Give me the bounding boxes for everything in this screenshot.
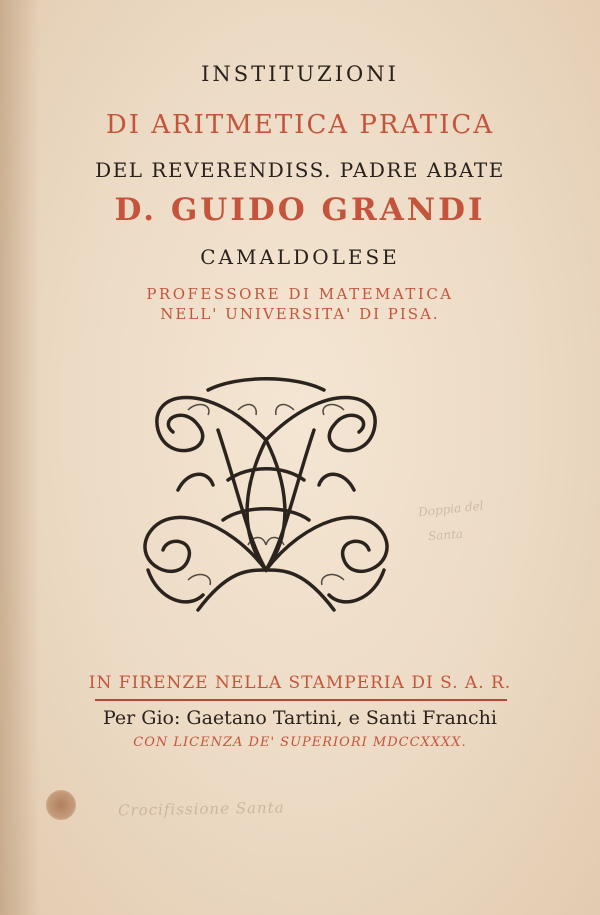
imprint-place: IN FIRENZE NELLA STAMPERIA DI S. A. R. — [88, 673, 512, 693]
author-order: CAMALDOLESE — [200, 245, 400, 269]
title-line-instituzioni: INSTITUZIONI — [201, 62, 399, 86]
title-line-aritmetica: DI ARITMETICA PRATICA — [105, 110, 495, 140]
red-rule-divider — [95, 699, 507, 701]
faint-stamp-inscription: Crocifissione Santa — [117, 798, 285, 820]
imprint-printers: Per Gio: Gaetano Tartini, e Santi Franchi — [103, 707, 497, 729]
faint-handwritten-note-1: Doppia del — [417, 498, 485, 520]
imprint-license: CON LICENZA DE' SUPERIORI MDCCXXXX. — [133, 735, 467, 750]
author-name: D. GUIDO GRANDI — [114, 192, 486, 228]
calligraphic-monogram-ornament-icon — [128, 370, 404, 630]
faint-handwritten-note-2: Santa — [427, 526, 464, 544]
author-intro-line: DEL REVERENDISS. PADRE ABATE — [95, 158, 505, 182]
author-title-line2: NELL' UNIVERSITA' DI PISA. — [160, 305, 440, 323]
ink-stain — [46, 790, 76, 820]
author-title-line1: PROFESSORE DI MATEMATICA — [146, 285, 454, 303]
